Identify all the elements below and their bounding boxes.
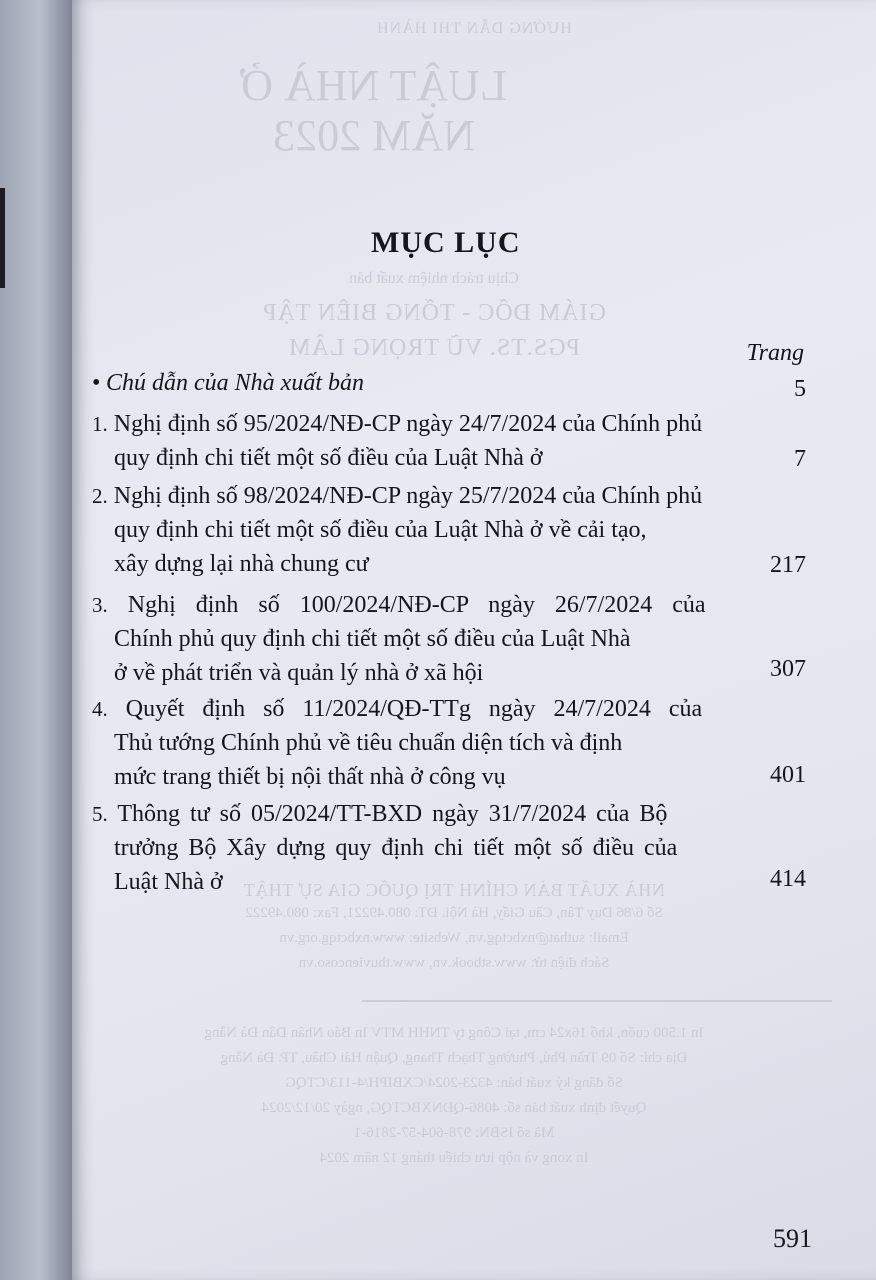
toc-page-number: 401: [770, 762, 806, 788]
toc-entry-line: [92, 760, 806, 794]
toc-entry-number: 1.: [92, 412, 108, 436]
show-through-line: Sách điện tử: www.stbook.vn, www.thuviencoso.vn: [298, 955, 610, 971]
toc-entry-line: [92, 692, 806, 726]
toc-page-number: 217: [770, 552, 806, 578]
show-through-line: Mã số ISBN: 978-604-57-2816-1: [353, 1125, 555, 1141]
toc-entry-text: Thủ tướng Chính phủ về tiêu chuẩn diện tích và định: [114, 730, 623, 756]
toc-entry: [92, 407, 806, 475]
toc-page-number: 414: [770, 866, 806, 892]
toc-entry-text: mức trang thiết bị nội thất nhà ở công vụ: [114, 764, 506, 790]
show-through-line: Số đăng ký xuất bản: 4323-2024/CXBIPH/4-113/CTQG: [284, 1075, 624, 1091]
toc-entry-line: [92, 588, 806, 622]
toc-entry-line: [92, 831, 806, 865]
toc-entry-text: xây dựng lại nhà chung cư: [114, 551, 369, 577]
toc-entry-text: trưởng Bộ Xây dựng quy định chi tiết một số điều của: [114, 835, 678, 861]
toc-entry-title: Chú dẫn của Nhà xuất bản: [106, 370, 364, 396]
show-through-line: In xong và nộp lưu chiểu tháng 12 năm 2024: [319, 1150, 589, 1166]
toc-entry-number: 5.: [92, 802, 108, 826]
toc-entry-text: Chính phủ quy định chi tiết một số điều của Luật Nhà: [114, 626, 631, 652]
toc-entry-line: [92, 366, 806, 400]
show-through-line: PGS.TS. VŨ TRỌNG LÂM: [288, 335, 580, 361]
toc-entry-text: Luật Nhà ở: [114, 869, 223, 895]
toc-page-number: 307: [770, 656, 806, 682]
toc-entry: [92, 588, 806, 690]
show-through-line: Số 6/86 Duy Tân, Cầu Giấy, Hà Nội. ĐT: 080.49221, Fax: 080.49222: [245, 905, 663, 921]
toc-entry-number: 3.: [92, 593, 108, 617]
toc-entry: [92, 479, 806, 581]
toc-entry-line: [92, 656, 806, 690]
toc-entry-line: [92, 441, 806, 475]
toc-entry-text: quy định chi tiết một số điều của Luật Nhà ở về cải tạo,: [114, 517, 647, 543]
toc-entry-text: ở về phát triển và quản lý nhà ở xã hội: [114, 660, 484, 686]
facing-page-mark: [0, 188, 5, 288]
toc-entry: [92, 692, 806, 794]
show-through-line: Email: suthat@nxbctqg.vn, Website: www.nxbctqg.org.vn: [279, 930, 629, 946]
page-column-label: Trang: [746, 340, 804, 366]
show-through-line: Quyết định xuất bản số: 4086-QĐNXBCTQG, ngày 20/12/2024: [261, 1100, 647, 1116]
toc-entry-line: [92, 865, 806, 899]
toc-entry-line: [92, 622, 806, 656]
toc-entry-text: Quyết định số 11/2024/QĐ-TTg ngày 24/7/2024 của: [125, 696, 703, 722]
toc-entry-line: [92, 797, 806, 831]
show-through-line: NHÀ XUẤT BẢN CHÍNH TRỊ QUỐC GIA SỰ THẬT: [243, 880, 665, 900]
show-through-line: In 1.500 cuốn, khổ 16x24 cm, tại Công ty TNHH MTV In Báo Nhân Dân Đà Nẵng: [204, 1025, 704, 1041]
bullet-glyph: •: [92, 370, 101, 396]
show-through-line: GIÁM ĐỐC - TỔNG BIÊN TẬP: [262, 300, 606, 326]
show-through-line: HƯỚNG DẪN THI HÀNH: [376, 20, 572, 37]
toc-entry-text: quy định chi tiết một số điều của Luật Nhà ở: [114, 445, 543, 471]
toc-entry-intro: [92, 366, 806, 400]
toc-entry-text: Nghị định số 95/2024/NĐ-CP ngày 24/7/2024 của Chính phủ: [113, 411, 703, 437]
toc-entry-line: [92, 407, 806, 441]
book-page: [72, 0, 876, 1280]
show-through-line: LUẬT NHÀ Ở: [241, 61, 507, 110]
toc-page-number: 7: [794, 446, 806, 472]
show-through-line: Chịu trách nhiệm xuất bản: [349, 270, 519, 287]
toc-entry-text: Nghị định số 100/2024/NĐ-CP ngày 26/7/2024 của: [127, 592, 706, 618]
toc-entry-line: [92, 479, 806, 513]
toc-entry-line: [92, 726, 806, 760]
toc-entry-text: Nghị định số 98/2024/NĐ-CP ngày 25/7/2024 của Chính phủ: [113, 483, 703, 509]
folio-page-number: 591: [773, 1224, 812, 1253]
page-title: MỤC LỤC: [371, 226, 521, 259]
toc-entry: [92, 797, 806, 899]
toc-page-number: 5: [794, 376, 806, 402]
show-through-rule: [362, 1000, 832, 1002]
toc-entry-line: [92, 547, 806, 581]
show-through-line: NĂM 2023: [273, 111, 475, 160]
toc-entry-line: [92, 513, 806, 547]
show-through-line: Địa chỉ: Số 09 Trần Phú, Phường Thạch Thang, Quận Hải Châu, TP. Đà Nẵng: [220, 1050, 688, 1066]
toc-entry-number: 2.: [92, 484, 108, 508]
toc-entry-text: Thông tư số 05/2024/TT-BXD ngày 31/7/2024 của Bộ: [117, 801, 668, 827]
toc-entry-number: 4.: [92, 697, 108, 721]
